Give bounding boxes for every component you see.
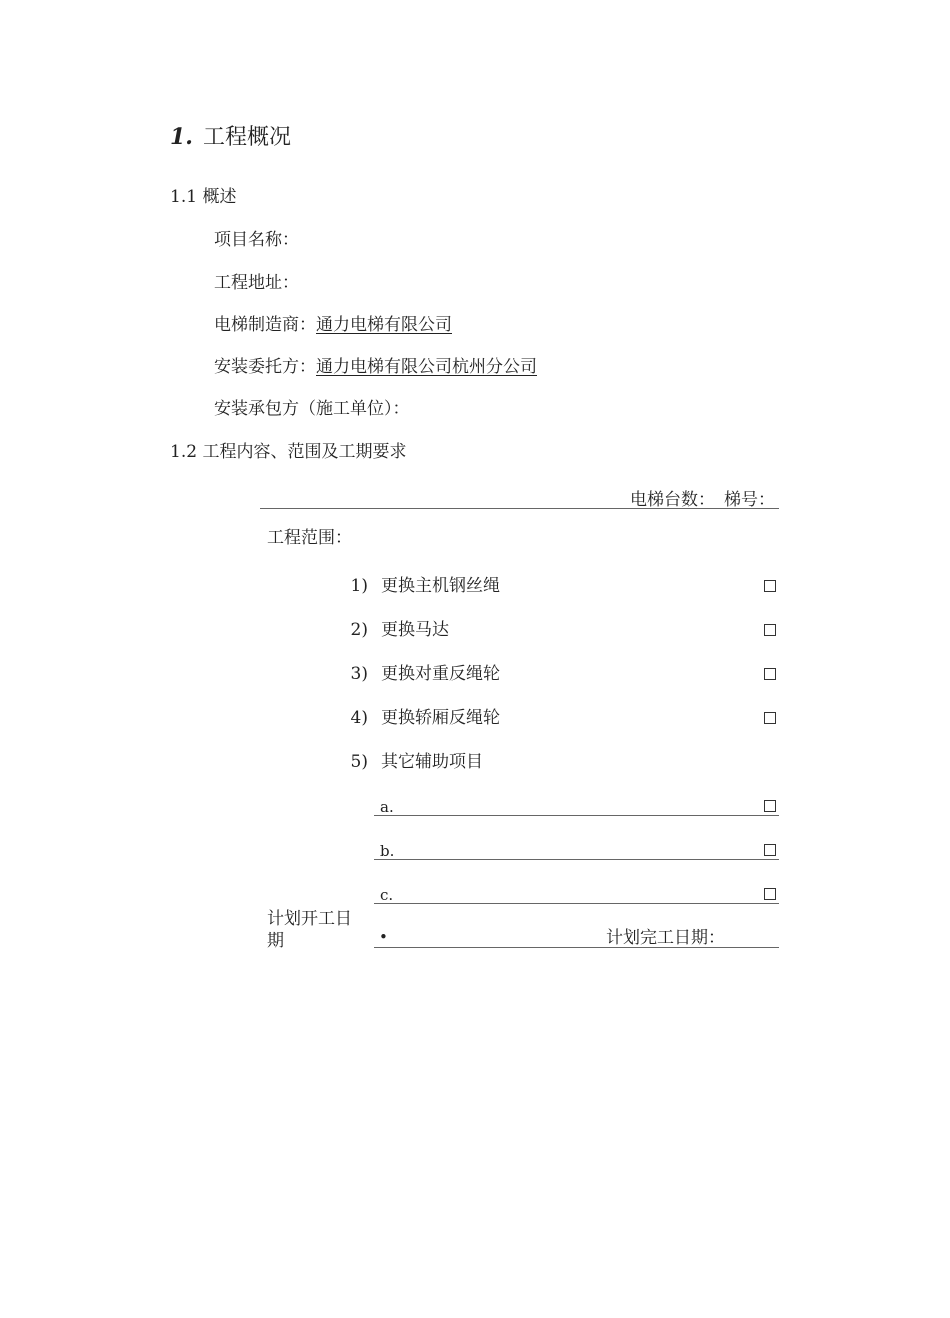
divider-line: [260, 508, 779, 509]
item-checkbox[interactable]: [764, 668, 776, 680]
planned-start-label: 计划开工日期: [267, 909, 352, 951]
item-text: 更换马达: [381, 620, 449, 640]
sub-item-line[interactable]: [374, 903, 779, 904]
field-project-address: [214, 273, 299, 293]
item-number: 4): [350, 708, 368, 728]
item-text: 其它辅助项目: [381, 752, 483, 772]
item-text: 更换主机钢丝绳: [381, 576, 500, 596]
item-number: 1): [350, 576, 368, 596]
planned-date-line[interactable]: [374, 947, 779, 948]
item-number: 2): [350, 620, 368, 640]
field-installation-client: [214, 357, 537, 377]
field-label: 工程地址：: [214, 273, 299, 293]
item-checkbox[interactable]: [764, 712, 776, 724]
sub-item-line[interactable]: [374, 859, 779, 860]
item-number: 3): [350, 664, 368, 684]
field-label: 电梯制造商：: [214, 315, 316, 335]
section-number: 1.: [170, 124, 193, 150]
field-label: 项目名称：: [214, 230, 299, 250]
field-label: 安装承包方（施工单位）：: [214, 399, 410, 419]
field-value: 通力电梯有限公司杭州分公司: [316, 357, 537, 377]
scope-label: 工程范围：: [267, 528, 352, 548]
field-project-name: [214, 230, 299, 250]
subsection-heading-scope: 1.2 工程内容、范围及工期要求: [170, 442, 407, 462]
item-number: 5): [350, 752, 368, 772]
subsection-heading-overview: 1.1 概述: [170, 187, 237, 207]
sub-item-label: c.: [380, 886, 394, 904]
planned-end-label: 计划完工日期：: [606, 928, 725, 948]
sub-item-checkbox[interactable]: [764, 800, 776, 812]
sub-item-line[interactable]: [374, 815, 779, 816]
item-text: 更换轿厢反绳轮: [381, 708, 500, 728]
bullet: •: [379, 928, 388, 946]
section-title: [170, 124, 291, 151]
field-installation-contractor: [214, 399, 410, 419]
sub-item-label: a.: [380, 798, 394, 816]
field-label: 安装委托方：: [214, 357, 316, 377]
sub-item-checkbox[interactable]: [764, 844, 776, 856]
elevator-count-label: 电梯台数：: [630, 490, 715, 510]
item-text: 更换对重反绳轮: [381, 664, 500, 684]
section-title-text: 工程概况: [202, 125, 291, 150]
sub-item-checkbox[interactable]: [764, 888, 776, 900]
elevator-number-label: 梯号：: [724, 490, 775, 510]
field-manufacturer: [214, 315, 452, 335]
item-checkbox[interactable]: [764, 624, 776, 636]
sub-item-label: b.: [380, 842, 395, 860]
field-value: 通力电梯有限公司: [316, 315, 452, 335]
item-checkbox[interactable]: [764, 580, 776, 592]
